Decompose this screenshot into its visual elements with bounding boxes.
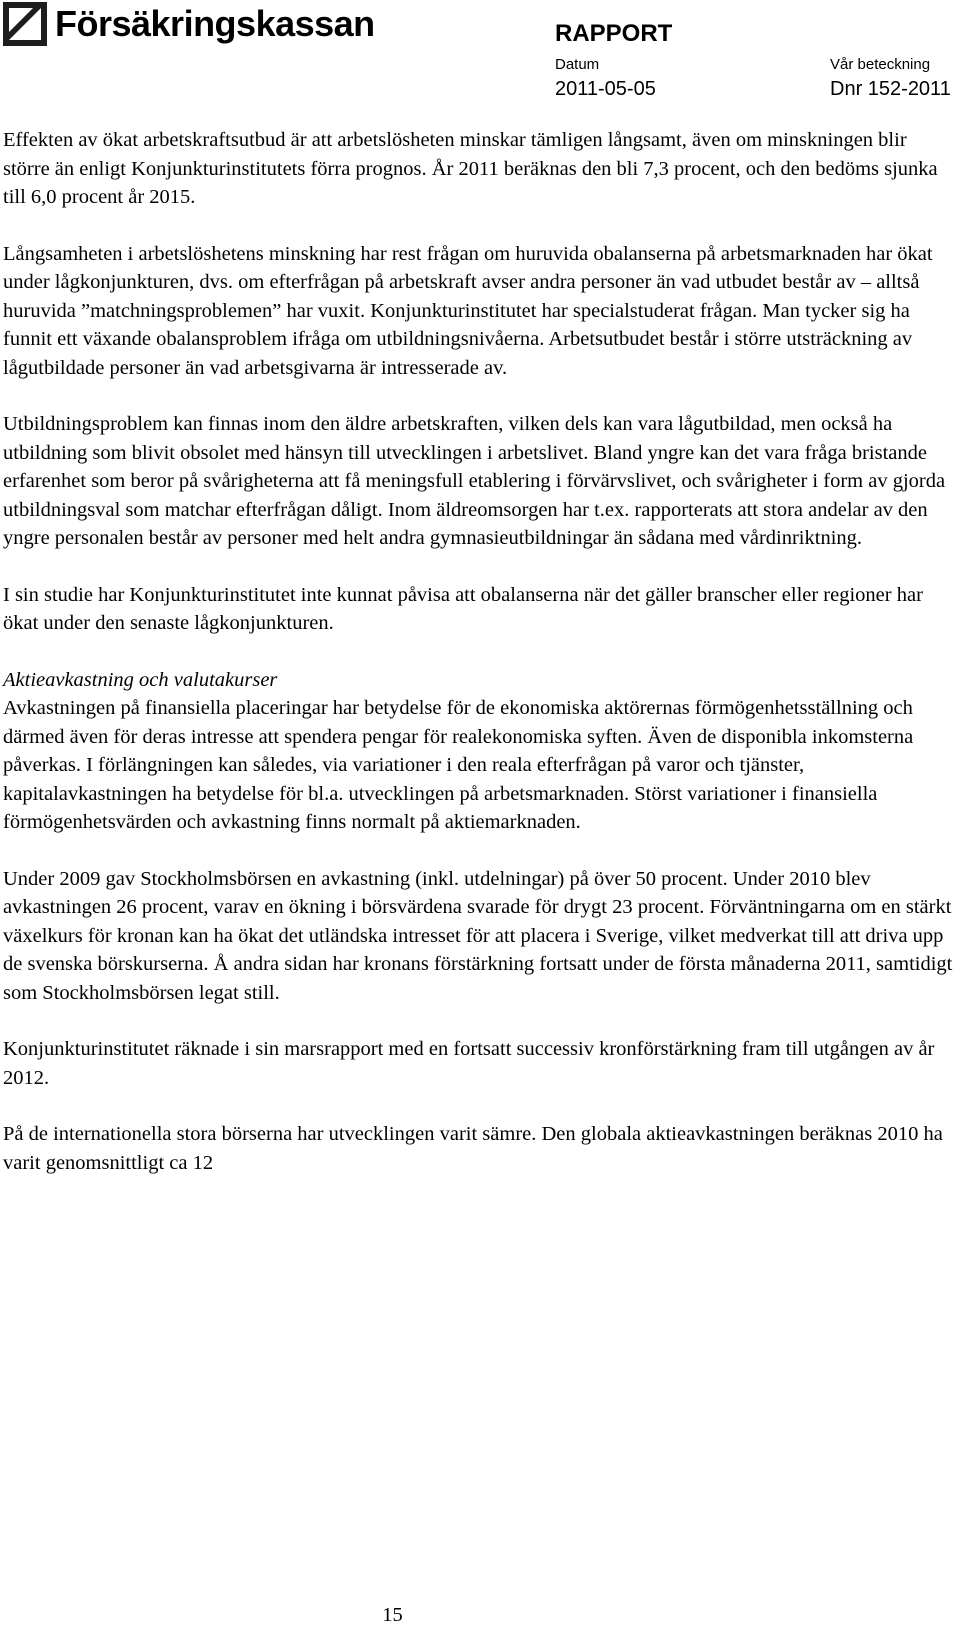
page-number: 15	[382, 1604, 403, 1626]
paragraph: På de internationella stora börserna har utvecklingen varit sämre. Den globala aktieavkastningen beräknas 2010 ha varit genomsnittligt ca 12	[3, 1123, 943, 1174]
report-type: RAPPORT	[555, 20, 673, 47]
paragraph: Konjunkturinstitutet räknade i sin marsrapport med en fortsatt successiv kronförstärkning fram till utgången av år 2012.	[3, 1038, 935, 1089]
paragraph: Utbildningsproblem kan finnas inom den äldre arbetskraften, vilken dels kan vara lågutbildad, men också ha utbildning som blivit obsolet med hänsyn till utvecklingen i arbetslivet. Bland yngre kan det vara fråga bristande erfarenhet som beror på svårigheterna att få meningsfull etablering i förvärvslivet, och svårigheter i form av gjorda utbildningsval som matchar efterfrågan dåligt. Inom äldreomsorgen har t.ex. rapporterats att stora andelar av den yngre personalen består av personer med helt andra gymnasieutbildningar än sådana med vårdinriktning.	[3, 413, 946, 549]
reference-value: Dnr 152-2011	[830, 78, 951, 100]
date-value: 2011-05-05	[555, 78, 656, 100]
document-header	[0, 0, 960, 110]
date-label: Datum	[555, 56, 600, 73]
document-body	[3, 126, 953, 1205]
logo-mark-icon	[3, 2, 47, 46]
paragraph: Effekten av ökat arbetskraftsutbud är att arbetslösheten minskar tämligen långsamt, även om minskningen blir större än enligt Konjunkturinstitutets förra prognos. År 2011 beräknas den bli 7,3 procent, och den bedöms sjunka till 6,0 procent år 2015.	[3, 129, 938, 208]
paragraph: Under 2009 gav Stockholmsbörsen en avkastning (inkl. utdelningar) på över 50 procent. Under 2010 blev avkastningen 26 procent, varav en ökning i börsvärdena svarade för drygt 23 procent. Förväntningarna om en stärkt växelkurs för kronan kan ha ökat det utländska intresset för att placera i Sverige, vilket medverkat till att driva upp de svenska börskurserna. Å andra sidan har kronans förstärkning fortsatt under de första månaderna 2011, samtidigt som Stockholmsbörsen legat still.	[3, 867, 953, 1004]
paragraph: I sin studie har Konjunkturinstitutet inte kunnat påvisa att obalanserna när det gäller branscher eller regioner har ökat under den senaste lågkonjunkturen.	[3, 583, 923, 634]
section-heading: Aktieavkastning och valutakurser	[3, 668, 278, 691]
agency-name: Försäkringskassan	[55, 3, 375, 44]
reference-label: Vår beteckning	[830, 56, 931, 73]
agency-logo	[3, 2, 375, 46]
paragraph: Avkastningen på finansiella placeringar har betydelse för de ekonomiska aktörernas förmögenhetsställning och därmed även för deras intresse att spendera pengar för realekonomiska syften. Även de disponibla inkomsterna påverkas. I förlängningen kan således, via variationer i den reala efterfrågan på varor och tjänster, kapitalavkastningen ha betydelse för bl.a. utvecklingen på arbetsmarknaden. Störst variationer i finansiella förmögenhetsvärden och avkastning finns normalt på aktiemarknaden.	[3, 697, 914, 833]
paragraph: Långsamheten i arbetslöshetens minskning har rest frågan om huruvida obalanserna på arbetsmarknaden har ökat under lågkonjunkturen, dvs. om efterfrågan på arbetskraft avser andra personer än vad utbudet består av – alltså huruvida ”matchningsproblemen” har vuxit. Konjunkturinstitutet har specialstuderat frågan. Man tycker sig ha funnit ett växande obalansproblem ifråga om utbildningsnivåerna. Arbetsutbudet består i större utsträckning av lågutbildade personer än vad arbetsgivarna är intresserade av.	[3, 242, 933, 379]
